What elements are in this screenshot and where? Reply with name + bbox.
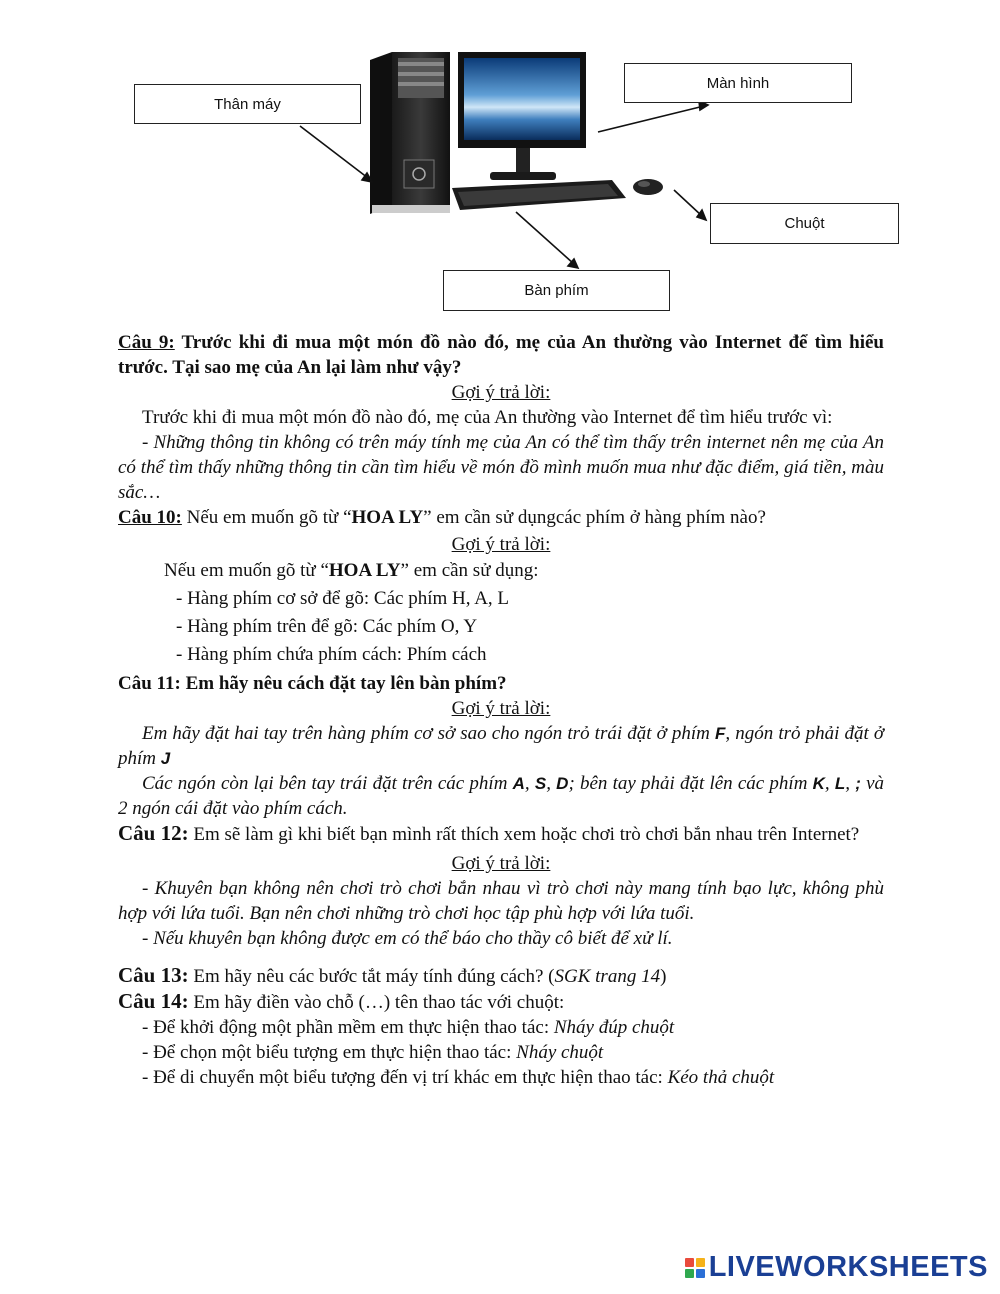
key-k: K: [812, 774, 825, 793]
logo-blocks-icon: [685, 1258, 705, 1278]
separator: ,: [824, 773, 835, 794]
answer-14-prompt: - Để chọn một biểu tượng em thực hiện thao tác:: [142, 1042, 517, 1063]
question-13: [118, 963, 884, 989]
answer-10-pre: Nếu em muốn gõ từ “: [164, 560, 329, 581]
key-f: F: [714, 724, 726, 743]
hint-11: Gợi ý trả lời:: [451, 698, 551, 719]
brand-name: LIVEWORKSHEETS: [708, 1251, 988, 1283]
question-12: [118, 821, 884, 847]
computer-case-icon: [370, 52, 450, 214]
monitor-icon: [458, 52, 586, 180]
answer-11-text: Các ngón còn lại bên tay trái đặt trên các phím: [142, 773, 513, 794]
answer-14-item: [118, 1065, 884, 1090]
liveworksheets-logo[interactable]: [685, 1251, 988, 1284]
question-10-word: HOA LY: [351, 507, 424, 528]
answer-14-value: Nháy đúp chuột: [553, 1017, 675, 1038]
answer-14-item: [118, 1040, 884, 1065]
logo-block: [685, 1269, 694, 1278]
mouse-icon: [633, 179, 663, 195]
question-11-label: Câu 11:: [118, 673, 181, 694]
label-case: Thân máy: [134, 84, 361, 124]
key-j: J: [160, 749, 171, 768]
question-12-text: Em sẽ làm gì khi biết bạn mình rất thích xem hoặc chơi trò chơi bắn nhau trên Internet?: [188, 824, 860, 845]
worksheet-content: [118, 330, 884, 1090]
answer-11-text: , ngón trỏ phải đặt ở phím: [118, 723, 884, 769]
separator: ,: [524, 773, 535, 794]
key-s: S: [534, 774, 547, 793]
label-mouse: Chuột: [710, 203, 899, 244]
question-12-label: Câu 12:: [118, 821, 189, 845]
question-14-text: Em hãy điền vào chỗ (…) tên thao tác với chuột:: [188, 992, 565, 1013]
answer-10-item: - Hàng phím cơ sở để gõ: Các phím H, A, L: [176, 588, 510, 609]
hint-10: Gợi ý trả lời:: [451, 534, 551, 555]
answer-11-text: Em hãy đặt hai tay trên hàng phím cơ sở sao cho ngón trỏ trái đặt ở phím: [142, 723, 715, 744]
hint-12: Gợi ý trả lời:: [451, 853, 551, 874]
question-9-label: Câu 9:: [118, 332, 175, 353]
question-13-close: ): [660, 966, 667, 987]
answer-11-text: ; bên tay phải đặt lên các phím: [568, 773, 813, 794]
answer-14-prompt: - Để di chuyển một biểu tượng đến vị trí khác em thực hiện thao tác:: [142, 1067, 668, 1088]
answer-11-part1: [118, 721, 884, 771]
answer-14-value: Nháy chuột: [516, 1042, 604, 1063]
question-11-text: Em hãy nêu cách đặt tay lên bàn phím?: [180, 673, 507, 694]
answer-14-item: [118, 1015, 884, 1040]
answer-10-item: - Hàng phím trên để gõ: Các phím O, Y: [176, 616, 478, 637]
question-13-label: Câu 13:: [118, 963, 189, 987]
key-l: L: [834, 774, 846, 793]
key-a: A: [512, 774, 525, 793]
separator: ,: [546, 773, 557, 794]
logo-block: [696, 1258, 705, 1267]
question-13-text: Em hãy nêu các bước tắt máy tính đúng cách? (: [188, 966, 555, 987]
question-13-ref: SGK trang 14: [554, 966, 661, 987]
question-10-post: ” em cần sử dụngcác phím ở hàng phím nào?: [423, 507, 766, 528]
answer-9-intro: Trước khi đi mua một món đồ nào đó, mẹ của An thường vào Internet để tìm hiểu trước vì:: [142, 407, 833, 428]
question-9-text: Trước khi đi mua một món đồ nào đó, mẹ của An thường vào Internet để tìm hiểu trước. Tại sao mẹ của An lại làm như vậy?: [118, 332, 884, 378]
answer-9-detail: - Những thông tin không có trên máy tính mẹ của An có thể tìm thấy trên internet nên mẹ của An có thể tìm thấy những thông tin cần tìm hiểu về món đồ mình muốn mua như đặc điểm, giá tiền, màu sắc…: [118, 432, 884, 503]
question-11: [118, 671, 884, 696]
key-d: D: [556, 774, 569, 793]
hint-9: Gợi ý trả lời:: [451, 382, 551, 403]
separator: ,: [845, 773, 856, 794]
label-keyboard: Bàn phím: [443, 270, 670, 311]
answer-10-post: ” em cần sử dụng:: [400, 560, 539, 581]
answer-14-value: Kéo thả chuột: [667, 1067, 775, 1088]
question-10-pre: Nếu em muốn gõ từ “: [181, 507, 352, 528]
answer-11-part2: [118, 771, 884, 821]
question-14: [118, 989, 884, 1015]
question-14-label: Câu 14:: [118, 989, 189, 1013]
answer-10-intro: [118, 557, 884, 585]
logo-block: [696, 1269, 705, 1278]
answer-12-part2: - Nếu khuyên bạn không được em có thể báo cho thầy cô biết để xử lí.: [142, 928, 673, 949]
answer-10-item: - Hàng phím chứa phím cách: Phím cách: [176, 644, 487, 665]
question-9: [118, 330, 884, 380]
logo-block: [685, 1258, 694, 1267]
question-10-label: Câu 10:: [118, 507, 182, 528]
question-10: [118, 505, 884, 530]
answer-10-word: HOA LY: [328, 560, 401, 581]
keyboard-icon: [452, 180, 626, 210]
label-monitor: Màn hình: [624, 63, 852, 103]
key-semicolon: ;: [855, 774, 861, 793]
answer-12-part1: - Khuyên bạn không nên chơi trò chơi bắn nhau vì trò chơi này mang tính bạo lực, không phù hợp với lứa tuổi. Bạn nên chơi những trò chơi học tập phù hợp với lứa tuổi.: [118, 878, 884, 924]
answer-14-prompt: - Để khởi động một phần mềm em thực hiện thao tác:: [142, 1017, 554, 1038]
answer-11-text: và 2 ngón cái đặt vào phím cách.: [118, 773, 885, 819]
